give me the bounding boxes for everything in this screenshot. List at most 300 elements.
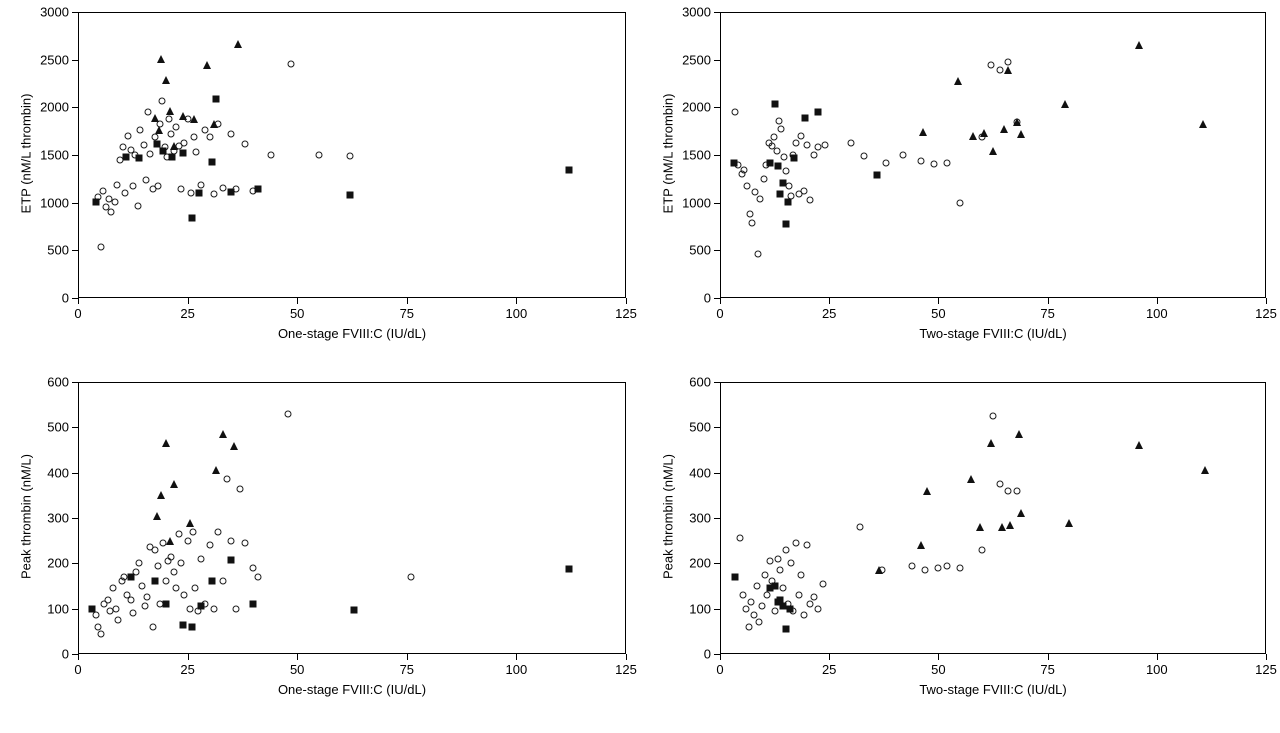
data-point-circle: [210, 191, 217, 198]
x-axis-tick-label: 125: [1255, 662, 1277, 677]
y-axis-tick: [72, 60, 78, 61]
data-point-circle: [1005, 487, 1012, 494]
x-axis-tick: [1157, 298, 1158, 304]
data-point-circle: [987, 61, 994, 68]
data-point-circle: [751, 189, 758, 196]
x-axis-tick-label: 100: [505, 306, 528, 321]
y-axis-tick-label: 500: [47, 242, 69, 258]
data-point-circle: [219, 578, 226, 585]
y-axis-tick: [72, 518, 78, 519]
data-point-circle: [804, 142, 811, 149]
data-point-circle: [745, 623, 752, 630]
plot-area-etp-two-stage: [660, 4, 1277, 341]
x-axis-tick-label: 75: [1040, 662, 1055, 677]
y-axis-title: ETP (nM/L thrombin): [660, 93, 676, 214]
data-point-circle: [237, 485, 244, 492]
data-point-circle: [746, 210, 753, 217]
panel-peak-one-stage: [0, 366, 640, 733]
data-point-square: [208, 578, 215, 585]
data-point-circle: [749, 219, 756, 226]
data-point-triangle: [976, 523, 984, 531]
data-point-circle: [107, 209, 114, 216]
data-point-circle: [979, 546, 986, 553]
y-axis-tick-label: 2500: [682, 52, 711, 68]
data-point-circle: [184, 537, 191, 544]
y-axis-tick-label: 3000: [40, 4, 69, 20]
data-point-circle: [175, 530, 182, 537]
y-axis-tick-label: 1500: [682, 147, 711, 163]
data-point-circle: [819, 580, 826, 587]
y-axis-tick: [714, 427, 720, 428]
data-point-circle: [141, 603, 148, 610]
data-point-circle: [285, 410, 292, 417]
data-point-square: [180, 621, 187, 628]
y-axis-tick-label: 1500: [40, 147, 69, 163]
x-axis-tick-label: 50: [931, 662, 946, 677]
data-point-square: [732, 573, 739, 580]
data-point-circle: [909, 562, 916, 569]
data-point-triangle: [170, 142, 178, 150]
x-axis-tick-label: 100: [505, 662, 528, 677]
data-point-circle: [189, 528, 196, 535]
x-axis-tick: [407, 654, 408, 660]
data-point-square: [566, 566, 573, 573]
y-axis-tick: [714, 12, 720, 13]
data-point-square: [136, 154, 143, 161]
data-point-circle: [957, 564, 964, 571]
y-axis-tick-label: 2000: [40, 99, 69, 115]
data-point-triangle: [179, 112, 187, 120]
data-point-triangle: [954, 77, 962, 85]
data-point-triangle: [210, 120, 218, 128]
data-point-circle: [931, 161, 938, 168]
data-point-circle: [741, 166, 748, 173]
data-point-triangle: [987, 439, 995, 447]
data-point-circle: [944, 160, 951, 167]
data-point-circle: [800, 187, 807, 194]
data-point-circle: [206, 542, 213, 549]
y-axis-tick: [72, 12, 78, 13]
y-axis-tick-label: 500: [689, 242, 711, 258]
y-axis-tick: [72, 250, 78, 251]
data-point-circle: [250, 564, 257, 571]
data-point-circle: [900, 152, 907, 159]
data-point-circle: [922, 567, 929, 574]
data-point-square: [250, 601, 257, 608]
data-point-circle: [760, 175, 767, 182]
data-point-triangle: [1017, 509, 1025, 517]
data-point-triangle: [1201, 466, 1209, 474]
data-point-circle: [114, 181, 121, 188]
y-axis-tick-label: 100: [689, 601, 711, 617]
data-point-circle: [130, 183, 137, 190]
data-point-circle: [166, 116, 173, 123]
y-axis-tick: [72, 382, 78, 383]
data-point-square: [771, 100, 778, 107]
data-point-circle: [147, 151, 154, 158]
data-point-circle: [806, 196, 813, 203]
y-axis-tick-label: 600: [47, 374, 69, 390]
data-point-circle: [136, 560, 143, 567]
data-point-square: [771, 583, 778, 590]
data-point-square: [188, 623, 195, 630]
data-point-circle: [753, 583, 760, 590]
data-point-circle: [744, 182, 751, 189]
data-point-triangle: [203, 61, 211, 69]
data-point-circle: [137, 127, 144, 134]
x-axis-tick: [188, 654, 189, 660]
data-point-circle: [346, 152, 353, 159]
data-point-circle: [130, 610, 137, 617]
plot-area-etp-one-stage: [18, 4, 637, 341]
y-axis-title: ETP (nM/L thrombin): [18, 93, 34, 214]
data-point-square: [228, 188, 235, 195]
x-axis-title: One-stage FVIII:C (IU/dL): [277, 682, 427, 697]
data-point-triangle: [1000, 125, 1008, 133]
data-point-square: [153, 140, 160, 147]
data-point-circle: [110, 585, 117, 592]
data-point-circle: [800, 612, 807, 619]
data-point-circle: [810, 152, 817, 159]
data-point-circle: [795, 592, 802, 599]
y-axis-title: Peak thrombin (nM/L): [18, 454, 34, 579]
data-point-circle: [996, 67, 1003, 74]
y-axis-tick-label: 300: [689, 510, 711, 526]
data-point-circle: [190, 133, 197, 140]
data-point-square: [786, 605, 793, 612]
data-point-circle: [173, 124, 180, 131]
data-point-circle: [757, 195, 764, 202]
data-point-square: [802, 115, 809, 122]
data-point-circle: [761, 571, 768, 578]
data-point-triangle: [967, 475, 975, 483]
data-point-circle: [935, 564, 942, 571]
data-point-circle: [316, 152, 323, 159]
y-axis-tick-label: 500: [47, 419, 69, 435]
data-point-circle: [882, 160, 889, 167]
data-point-circle: [100, 187, 107, 194]
data-point-circle: [748, 598, 755, 605]
data-point-square: [566, 167, 573, 174]
data-point-square: [123, 153, 130, 160]
y-axis-tick-label: 0: [61, 290, 69, 306]
data-point-circle: [287, 60, 294, 67]
data-point-triangle: [923, 487, 931, 495]
data-point-square: [195, 189, 202, 196]
data-point-circle: [780, 153, 787, 160]
data-point-triangle: [875, 566, 883, 574]
data-point-triangle: [1065, 519, 1073, 527]
data-point-square: [351, 606, 358, 613]
data-point-triangle: [162, 76, 170, 84]
data-point-circle: [219, 185, 226, 192]
data-point-circle: [134, 203, 141, 210]
data-point-triangle: [1199, 120, 1207, 128]
data-point-square: [89, 605, 96, 612]
data-point-circle: [241, 539, 248, 546]
y-axis-tick: [714, 473, 720, 474]
data-point-circle: [144, 594, 151, 601]
data-point-circle: [787, 560, 794, 567]
data-point-square: [92, 199, 99, 206]
data-point-circle: [122, 189, 129, 196]
data-point-circle: [154, 183, 161, 190]
data-point-circle: [210, 605, 217, 612]
data-point-circle: [798, 571, 805, 578]
data-point-square: [208, 158, 215, 165]
data-point-circle: [756, 619, 763, 626]
data-point-circle: [758, 603, 765, 610]
data-point-circle: [267, 152, 274, 159]
data-point-circle: [773, 147, 780, 154]
x-axis-tick: [626, 654, 627, 660]
data-point-circle: [104, 596, 111, 603]
data-point-circle: [774, 555, 781, 562]
data-point-circle: [848, 140, 855, 147]
data-point-circle: [856, 524, 863, 531]
data-point-triangle: [919, 128, 927, 136]
data-point-circle: [192, 585, 199, 592]
data-point-circle: [97, 244, 104, 251]
x-axis-tick: [1266, 654, 1267, 660]
data-point-square: [127, 573, 134, 580]
x-axis-tick: [1157, 654, 1158, 660]
data-point-circle: [115, 617, 122, 624]
y-axis-tick: [714, 382, 720, 383]
data-point-square: [162, 601, 169, 608]
x-axis-tick-label: 125: [615, 662, 637, 677]
x-axis-tick: [938, 654, 939, 660]
data-point-square: [151, 578, 158, 585]
data-point-square: [254, 185, 261, 192]
data-point-circle: [224, 476, 231, 483]
y-axis-tick-label: 300: [47, 510, 69, 526]
x-axis-tick-label: 125: [1255, 306, 1277, 321]
x-axis-tick-label: 25: [180, 306, 195, 321]
data-point-square: [785, 198, 792, 205]
data-point-circle: [159, 98, 166, 105]
data-point-circle: [152, 546, 159, 553]
data-point-circle: [125, 132, 132, 139]
data-point-circle: [127, 596, 134, 603]
data-point-square: [782, 626, 789, 633]
x-axis-tick: [297, 654, 298, 660]
x-axis-tick-label: 75: [1040, 306, 1055, 321]
x-axis-tick: [829, 654, 830, 660]
x-axis-tick-label: 75: [399, 662, 415, 677]
data-point-triangle: [1015, 430, 1023, 438]
data-point-triangle: [1017, 130, 1025, 138]
data-point-square: [767, 159, 774, 166]
data-point-square: [188, 214, 195, 221]
x-axis-tick-label: 100: [1145, 306, 1168, 321]
plot-area-peak-two-stage: [660, 374, 1277, 697]
data-point-square: [197, 603, 204, 610]
data-point-triangle: [219, 430, 227, 438]
y-axis-tick-label: 200: [47, 555, 69, 571]
data-point-circle: [232, 605, 239, 612]
data-point-circle: [736, 535, 743, 542]
data-point-triangle: [234, 40, 242, 48]
y-axis-tick-label: 0: [703, 290, 711, 306]
data-point-triangle: [998, 523, 1006, 531]
data-point-circle: [754, 251, 761, 258]
data-point-circle: [1005, 58, 1012, 65]
y-axis-tick-label: 600: [689, 374, 711, 390]
data-point-circle: [732, 108, 739, 115]
data-point-circle: [766, 558, 773, 565]
data-point-circle: [162, 578, 169, 585]
data-point-circle: [1014, 487, 1021, 494]
data-point-circle: [206, 133, 213, 140]
x-axis-tick-label: 0: [74, 306, 82, 321]
data-point-circle: [782, 546, 789, 553]
data-point-circle: [154, 562, 161, 569]
data-point-circle: [779, 585, 786, 592]
data-point-triangle: [166, 107, 174, 115]
data-point-circle: [112, 605, 119, 612]
data-point-square: [815, 109, 822, 116]
data-point-triangle: [980, 129, 988, 137]
x-axis-tick: [1048, 654, 1049, 660]
data-point-triangle: [170, 480, 178, 488]
data-point-square: [779, 603, 786, 610]
data-point-square: [346, 192, 353, 199]
x-axis-tick: [297, 298, 298, 304]
data-point-circle: [149, 623, 156, 630]
y-axis-tick-label: 3000: [682, 4, 711, 20]
data-point-circle: [806, 601, 813, 608]
data-point-circle: [751, 612, 758, 619]
x-axis-title: One-stage FVIII:C (IU/dL): [277, 326, 427, 341]
y-axis-tick: [714, 518, 720, 519]
x-axis-tick: [407, 298, 408, 304]
data-point-triangle: [1004, 66, 1012, 74]
data-point-circle: [170, 569, 177, 576]
data-point-circle: [92, 612, 99, 619]
y-axis-tick-label: 200: [689, 555, 711, 571]
data-point-circle: [783, 168, 790, 175]
y-axis-tick-label: 0: [61, 646, 69, 662]
data-point-circle: [764, 592, 771, 599]
data-point-circle: [197, 555, 204, 562]
data-point-circle: [944, 562, 951, 569]
x-axis-title: Two-stage FVIII:C (IU/dL): [919, 682, 1067, 697]
y-axis-tick-label: 1000: [682, 195, 711, 211]
y-axis-title: Peak thrombin (nM/L): [660, 454, 676, 579]
x-axis-tick-label: 25: [821, 306, 837, 321]
data-point-circle: [810, 594, 817, 601]
data-point-circle: [917, 157, 924, 164]
x-axis-tick: [720, 654, 721, 660]
x-axis-tick-label: 50: [289, 306, 305, 321]
y-axis-tick-label: 100: [47, 601, 69, 617]
y-axis-tick: [714, 609, 720, 610]
y-axis-tick-label: 400: [689, 465, 711, 481]
y-axis-tick: [714, 155, 720, 156]
data-point-square: [730, 160, 737, 167]
data-point-circle: [215, 528, 222, 535]
y-axis-tick: [714, 563, 720, 564]
data-point-circle: [990, 413, 997, 420]
data-point-circle: [957, 200, 964, 207]
data-point-triangle: [1061, 100, 1069, 108]
x-axis-tick-label: 50: [931, 306, 946, 321]
data-point-circle: [228, 537, 235, 544]
x-axis-tick-label: 0: [74, 662, 82, 677]
plot-area-peak-one-stage: [18, 374, 637, 697]
data-point-square: [779, 179, 786, 186]
data-point-square: [774, 163, 781, 170]
data-point-circle: [178, 560, 185, 567]
y-axis-tick-label: 2000: [682, 99, 711, 115]
data-point-circle: [804, 542, 811, 549]
panel-etp-one-stage: [0, 0, 640, 366]
data-point-circle: [119, 144, 126, 151]
data-point-circle: [173, 585, 180, 592]
data-point-circle: [772, 607, 779, 614]
data-point-circle: [821, 141, 828, 148]
data-point-circle: [778, 125, 785, 132]
y-axis-tick-label: 400: [47, 465, 69, 481]
x-axis-tick: [720, 298, 721, 304]
y-axis-tick-label: 1000: [40, 195, 69, 211]
data-point-triangle: [190, 115, 198, 123]
y-axis-tick: [72, 107, 78, 108]
data-point-triangle: [1135, 441, 1143, 449]
data-point-triangle: [166, 537, 174, 545]
x-axis-tick-label: 0: [716, 662, 724, 677]
data-point-square: [874, 172, 881, 179]
data-point-square: [160, 147, 167, 154]
data-point-circle: [777, 567, 784, 574]
x-axis-tick: [938, 298, 939, 304]
x-axis-tick: [188, 298, 189, 304]
data-point-circle: [771, 133, 778, 140]
x-axis-tick-label: 100: [1145, 662, 1168, 677]
y-axis-tick-label: 0: [703, 646, 711, 662]
x-axis-tick: [516, 654, 517, 660]
data-point-square: [180, 149, 187, 156]
x-axis-tick: [1048, 298, 1049, 304]
y-axis-tick: [72, 563, 78, 564]
data-point-circle: [167, 130, 174, 137]
data-point-circle: [193, 149, 200, 156]
data-point-circle: [187, 605, 194, 612]
data-point-circle: [181, 592, 188, 599]
data-point-circle: [181, 140, 188, 147]
data-point-circle: [188, 190, 195, 197]
panel-etp-two-stage: [640, 0, 1280, 366]
data-point-triangle: [151, 114, 159, 122]
x-axis-tick-label: 25: [821, 662, 837, 677]
data-point-circle: [776, 118, 783, 125]
data-point-circle: [97, 630, 104, 637]
data-point-triangle: [157, 491, 165, 499]
data-point-circle: [143, 176, 150, 183]
data-point-triangle: [917, 541, 925, 549]
x-axis-tick: [829, 298, 830, 304]
data-point-square: [228, 557, 235, 564]
data-point-circle: [140, 142, 147, 149]
x-axis-tick-label: 125: [615, 306, 637, 321]
data-point-circle: [241, 141, 248, 148]
y-axis-tick-label: 2500: [40, 52, 69, 68]
data-point-square: [169, 153, 176, 160]
y-axis-tick-label: 500: [689, 419, 711, 435]
y-axis-tick: [72, 473, 78, 474]
panel-peak-two-stage: [640, 366, 1280, 733]
